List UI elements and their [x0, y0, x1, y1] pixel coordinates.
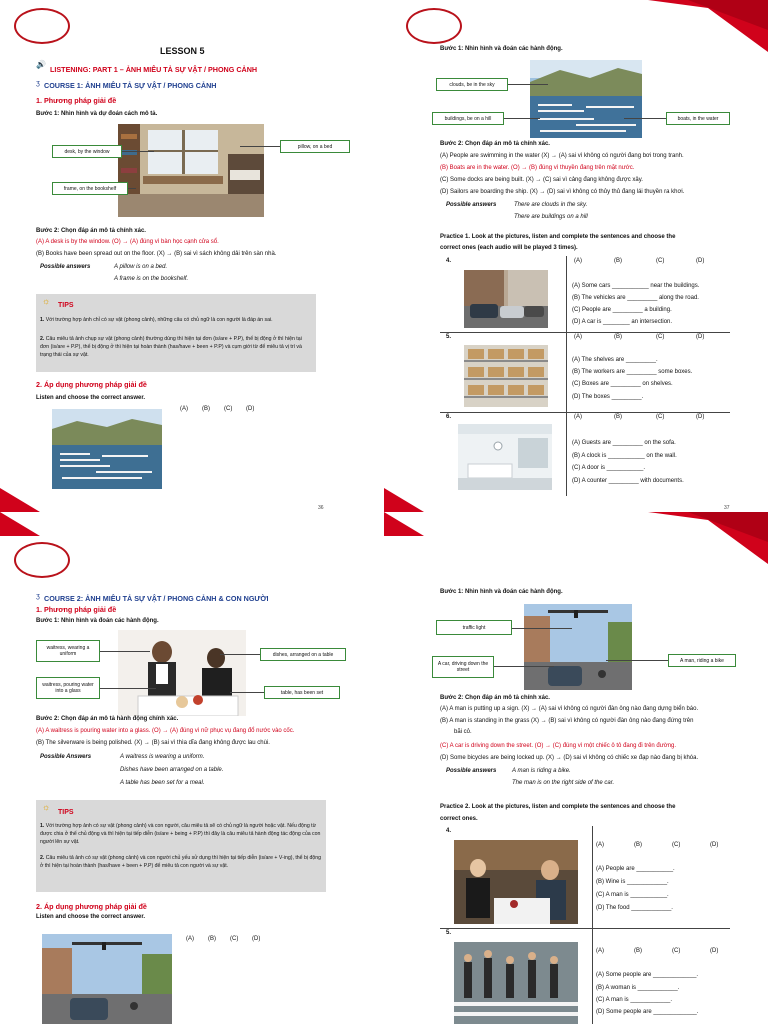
label-frame: frame, on the bookshelf — [52, 182, 128, 195]
sentence-item[interactable]: (C) Boxes are _________ on shelves. — [572, 381, 673, 387]
question-number: 6. — [446, 414, 452, 420]
question-number: 5. — [446, 334, 452, 340]
answer-a: (A) People are swimming in the water (X) → (A) sai vì không có người đang bơi trong tranh. — [440, 153, 684, 159]
tips-title: TIPS — [58, 809, 74, 816]
tips-box — [36, 294, 316, 372]
harbor-photo — [530, 60, 642, 138]
answer-b: (B) The silverware is being polished. (X) → (B) sai vì thìa dĩa đang không được lau chùi. — [36, 740, 270, 746]
choice-d[interactable]: (D) — [696, 258, 705, 264]
possible-answer: Dishes have been arranged on a table. — [120, 767, 224, 773]
practice-1-subtitle: correct ones (each audio will be played 3 times). — [440, 245, 578, 251]
lightbulb-icon: ☼ — [42, 296, 51, 306]
step-2: Bước 2: Chọn đáp án mô tả chính xác. — [440, 141, 550, 147]
ribbon-decoration — [0, 512, 40, 536]
corner-oval-decoration — [406, 8, 462, 44]
choice-b[interactable]: (B) — [614, 258, 622, 264]
sentence-item[interactable]: (B) Wine is ____________. — [596, 879, 669, 885]
connector-line — [128, 188, 136, 189]
possible-answer: The man is on the right side of the car. — [512, 780, 615, 786]
corner-oval-decoration — [14, 542, 70, 578]
sentence-item[interactable]: (D) The boxes _________. — [572, 394, 644, 400]
label-dishes: dishes, arranged on a table — [260, 648, 346, 661]
sentence-item[interactable]: (D) A car is ________ an intersection. — [572, 319, 673, 325]
ear-icon: ʒ — [36, 80, 40, 87]
listen-instruction: Listen and choose the correct answer. — [36, 395, 146, 401]
sentence-item[interactable]: (A) Some people are _____________. — [596, 972, 699, 978]
choice-b[interactable]: (B) — [634, 842, 642, 848]
possible-answer: A frame is on the bookshelf. — [114, 276, 189, 282]
connector-line — [512, 628, 572, 629]
listening-heading: LISTENING: PART 1 – ẢNH MIÊU TẢ SỰ VẬT / PHONG CẢNH — [50, 65, 258, 74]
answer-d: (D) Sailors are boarding the ship. (X) → (D) sai vì không có thủy thủ đang lái thuyền ra khơi. — [440, 189, 685, 195]
connector-line — [100, 651, 150, 652]
crowd-crosswalk-photo — [454, 942, 578, 1024]
choice-c[interactable]: (C) — [656, 334, 665, 340]
choice-c[interactable]: (C) — [656, 258, 665, 264]
sentence-item[interactable]: (D) Some people are _____________. — [596, 1009, 699, 1015]
tips-text-2: 2. Câu miêu tả ảnh có sự vật (phong cảnh) và con người chủ yếu sử dụng thì hiện tại tiếp diễn (is/are + V-ing), thể bị động ở thì hiện tại hoàn thành (has/have + been + P.P) để miêu tả con người và sự vật. — [40, 855, 322, 870]
choice-d[interactable]: (D) — [696, 334, 705, 340]
label-desk: desk, by the window — [52, 145, 122, 158]
sentence-item[interactable]: (C) A door is ___________. — [572, 465, 646, 471]
page-number: 37 — [724, 505, 730, 511]
choice-a[interactable]: (A) — [186, 936, 194, 942]
grid-divider — [440, 928, 730, 929]
grid-divider — [566, 256, 567, 496]
choice-a[interactable]: (A) — [596, 842, 604, 848]
choice-d[interactable]: (D) — [252, 936, 261, 942]
label-boats: boats, in the water — [666, 112, 730, 125]
label-pillow: pillow, on a bed — [280, 140, 350, 153]
answer-c: (C) A car is driving down the street. (O) → (C) đúng vì một chiếc ô tô đang đi trên đường. — [440, 743, 677, 749]
choice-a[interactable]: (A) — [596, 948, 604, 954]
sentence-item[interactable]: (B) The vehicles are _________ along the road. — [572, 295, 699, 301]
step-1: Bước 1: Nhìn hình và đoán các hành động. — [440, 46, 563, 52]
connector-line — [624, 118, 666, 119]
step-1: Bước 1: Nhìn hình và dự đoán cách mô tả. — [36, 111, 158, 117]
page-36 — [0, 0, 384, 512]
cars-street-photo — [464, 270, 548, 328]
warehouse-shelves-photo — [464, 345, 548, 407]
lightbulb-icon: ☼ — [42, 802, 51, 812]
page-39 — [384, 512, 768, 1024]
section-1-heading: 1. Phương pháp giải đề — [36, 605, 117, 614]
step-2: Bước 2: Chọn đáp án mô tả hành động chính xác. — [36, 716, 179, 722]
corner-oval-decoration — [14, 8, 70, 44]
page-37 — [384, 0, 768, 512]
answer-d: (D) Some bicycles are being locked up. (X) → (D) sai vì không có chiếc xe đạp nào đang bị khóa. — [440, 755, 699, 761]
grid-divider — [440, 332, 730, 333]
answer-b: (B) Boats are in the water. (O) → (B) đúng vì thuyền đang trên mặt nước. — [440, 165, 635, 171]
connector-line — [230, 692, 264, 693]
choice-b[interactable]: (B) — [634, 948, 642, 954]
course-heading: COURSE 1: ẢNH MIÊU TẢ SỰ VẬT / PHONG CẢNH — [44, 81, 217, 90]
ribbon-decoration — [384, 512, 424, 536]
ribbon-decoration — [648, 512, 768, 572]
label-car: A car, driving down the street — [432, 656, 494, 678]
possible-answer: A pillow is on a bed. — [114, 264, 168, 270]
page-number: 36 — [318, 505, 324, 511]
grid-divider — [440, 412, 730, 413]
answer-a: (A) A waitress is pouring water into a glass. (O) → (A) đúng vì nữ phục vụ đang đổ nước vào cốc. — [36, 728, 295, 734]
answer-b-cont: bãi cỏ. — [454, 729, 472, 735]
choice-d[interactable]: (D) — [710, 948, 719, 954]
speaker-icon: 🔊 — [36, 60, 46, 69]
label-buildings: buildings, be on a hill — [432, 112, 504, 125]
choice-a[interactable]: (A) — [180, 406, 188, 412]
listen-instruction: Listen and choose the correct answer. — [36, 914, 146, 920]
sentence-item[interactable]: (B) A woman is ____________. — [596, 985, 680, 991]
tips-text-1: 1. Với trường hợp ảnh chỉ có sự vật (phong cảnh), những câu có chủ ngữ là con người là đáp án sai. — [40, 317, 273, 323]
connector-line — [606, 660, 668, 661]
possible-answer: A waitress is wearing a uniform. — [120, 754, 205, 760]
question-number: 4. — [446, 828, 452, 834]
sentence-item[interactable]: (B) The workers are _________ some boxes. — [572, 369, 693, 375]
section-1-heading: 1. Phương pháp giải đề — [36, 96, 117, 105]
sentence-item[interactable]: (C) A man is ___________. — [596, 892, 669, 898]
answer-b: (B) Books have been spread out on the floor. (X) → (B) sai vì sách không dải trên sàn nhà. — [36, 251, 277, 257]
label-clouds: clouds, be in the sky — [436, 78, 508, 91]
course-heading: COURSE 2: ẢNH MIÊU TẢ SỰ VẬT / PHONG CẢNH & CON NGƯỜI — [44, 594, 269, 603]
sentence-item[interactable]: (A) Guests are _________ on the sofa. — [572, 440, 676, 446]
sentence-item[interactable]: (D) The food ____________. — [596, 905, 673, 911]
connector-line — [240, 146, 280, 147]
label-traffic-light: traffic light — [436, 620, 512, 635]
harbor-photo — [52, 409, 162, 489]
possible-answer: There are clouds in the sky. — [514, 202, 588, 208]
possible-answer: A table has been set for a meal. — [120, 780, 205, 786]
label-man-bike: A man, riding a bike — [668, 654, 736, 667]
choice-c[interactable]: (C) — [224, 406, 233, 412]
possible-answers-label: Possible answers — [446, 768, 497, 774]
step-2: Bước 2: Chọn đáp án mô tả chính xác. — [440, 695, 550, 701]
lobby-photo — [458, 424, 552, 490]
room-photo — [118, 124, 264, 217]
street-photo — [42, 934, 172, 1024]
possible-answer: There are buildings on a hill — [514, 214, 588, 220]
practice-1-title: Practice 1. Look at the pictures, listen and complete the sentences and choose the — [440, 234, 676, 240]
page-38 — [0, 512, 384, 1024]
answer-b: (B) A man is standing in the grass (X) → (B) sai vì không có người đàn ông nào đang đứng trên — [440, 718, 694, 724]
section-2-heading: 2. Áp dụng phương pháp giải đề — [36, 380, 147, 389]
step-1: Bước 1: Nhìn hình và đoán các hành động. — [36, 618, 159, 624]
choice-a[interactable]: (A) — [574, 258, 582, 264]
restaurant-photo — [454, 840, 578, 924]
ear-icon: ʒ — [36, 593, 40, 600]
sentence-item[interactable]: (A) Some cars ___________ near the buildings. — [572, 283, 700, 289]
street-photo — [524, 604, 632, 690]
choice-c[interactable]: (C) — [672, 948, 681, 954]
question-number: 4. — [446, 258, 452, 264]
answer-a: (A) A desk is by the window. (O) → (A) đúng vì bàn học cạnh cửa sổ. — [36, 239, 219, 245]
label-table-set: table, has been set — [264, 686, 340, 699]
choice-d[interactable]: (D) — [710, 842, 719, 848]
choice-b[interactable]: (B) — [208, 936, 216, 942]
sentence-item[interactable]: (D) A counter _________ with documents. — [572, 478, 684, 484]
lesson-title: LESSON 5 — [160, 46, 205, 56]
connector-line — [494, 666, 554, 667]
ribbon-decoration — [0, 488, 40, 512]
possible-answer: A man is riding a bike. — [512, 768, 571, 774]
choice-b[interactable]: (B) — [614, 334, 622, 340]
tips-text-2: 2. Câu miêu tả ảnh chụp sự vật (phong cảnh) thường dùng thì hiện tại đơn (is/are + P.P), thể bị động ở thì hiện tại đơn (is/are + P.P), thể bị động ở thì hiện tại hoàn thành (has/have + been + P.P) và cụm giới từ để miêu tả vị trí và trạng thái của sự vật. — [40, 336, 302, 359]
grid-divider — [592, 826, 593, 1024]
choice-d[interactable]: (D) — [696, 414, 705, 420]
choice-a[interactable]: (A) — [574, 334, 582, 340]
choice-c[interactable]: (C) — [230, 936, 239, 942]
tips-text-1: 1. Với trường hợp ảnh có sự vật (phong cảnh) và con người, câu miêu tả sẽ có chủ ngữ là người hoặc vật. Nếu động từ được chia ở thể chủ động và thì hiện tại tiếp diễn (is/are + being + P.P) thì đây là câu miêu tả hành động tác động của con người lên sự vật. — [40, 823, 321, 846]
possible-answers-label: Possible answers — [446, 202, 497, 208]
choice-a[interactable]: (A) — [574, 414, 582, 420]
possible-answers-label: Possible answers — [40, 264, 91, 270]
connector-line — [100, 688, 156, 689]
label-pouring: waitress, pouring water into a glass — [36, 677, 100, 699]
choice-b[interactable]: (B) — [202, 406, 210, 412]
step-1: Bước 1: Nhìn hình và đoán các hành động. — [440, 589, 563, 595]
ribbon-decoration — [648, 0, 768, 60]
sentence-item[interactable]: (A) People are ___________. — [596, 866, 675, 872]
practice-2-title: Practice 2. Look at the pictures, listen and complete the sentences and choose the — [440, 804, 676, 810]
answer-c: (C) Some docks are being built. (X) → (C) sai vì cảng đang không được xây. — [440, 177, 643, 183]
sentence-item[interactable]: (C) People are _________ a building. — [572, 307, 672, 313]
sentence-item[interactable]: (A) The shelves are _________. — [572, 357, 658, 363]
practice-2-subtitle: correct ones. — [440, 816, 478, 822]
connector-line — [122, 151, 154, 152]
step-2: Bước 2: Chọn đáp án mô tả chính xác. — [36, 228, 146, 234]
section-2-heading: 2. Áp dụng phương pháp giải đề — [36, 902, 147, 911]
choice-b[interactable]: (B) — [614, 414, 622, 420]
choice-d[interactable]: (D) — [246, 406, 255, 412]
possible-answers-label: Possible Answers — [40, 754, 92, 760]
question-number: 5. — [446, 930, 452, 936]
sentence-item[interactable]: (B) A clock is ___________ on the wall. — [572, 453, 677, 459]
ribbon-decoration — [384, 488, 424, 512]
sentence-item[interactable]: (C) A man is ____________. — [596, 997, 673, 1003]
connector-line — [504, 118, 540, 119]
waitress-photo — [118, 630, 246, 716]
connector-line — [508, 84, 548, 85]
label-waitress-uniform: waitress, wearing a uniform — [36, 640, 100, 662]
choice-c[interactable]: (C) — [656, 414, 665, 420]
tips-title: TIPS — [58, 302, 74, 309]
choice-c[interactable]: (C) — [672, 842, 681, 848]
answer-a: (A) A man is putting up a sign. (X) → (A) sai vì không có người đàn ông nào đang dựng biển báo. — [440, 706, 699, 712]
connector-line — [220, 654, 260, 655]
